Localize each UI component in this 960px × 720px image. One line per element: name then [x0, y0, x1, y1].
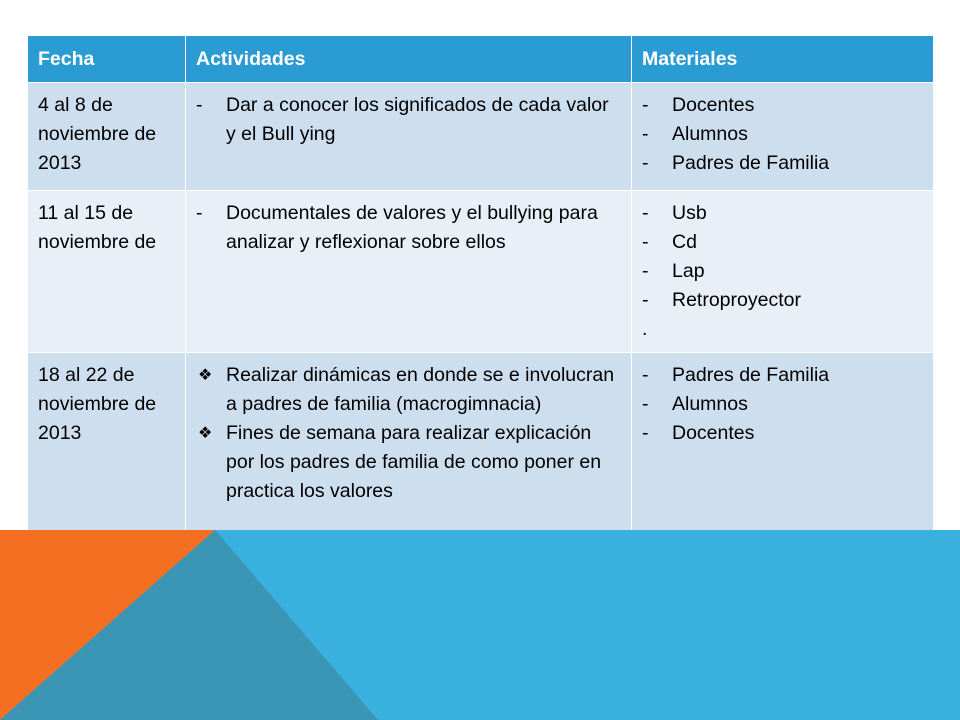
table-header-row [28, 36, 934, 83]
cell-actividades [186, 83, 632, 191]
list-item [196, 419, 621, 506]
list-item [642, 419, 923, 448]
cell-materiales [632, 353, 934, 534]
list-item [196, 91, 621, 149]
list-item [642, 149, 923, 178]
diamond-bullet-icon: ❖ [198, 367, 213, 384]
cell-materiales [632, 191, 934, 353]
activities-list [196, 91, 621, 149]
cell-fecha: 11 al 15 de noviembre de [28, 191, 186, 353]
dash-bullet: - [642, 289, 649, 311]
activity-text: Dar a conocer los significados de cada valor y el Bull ying [226, 94, 609, 145]
activities-list [196, 199, 621, 257]
dash-bullet: - [642, 202, 649, 224]
table-row [28, 191, 934, 353]
dash-bullet: - [642, 231, 649, 253]
dash-bullet: - [196, 94, 203, 116]
decorative-bottom-band [0, 530, 960, 720]
trailing-dot: . [642, 318, 648, 340]
list-item [196, 361, 621, 419]
list-item [642, 228, 923, 257]
activities-table [27, 35, 934, 534]
dash-bullet: - [642, 123, 649, 145]
list-item [642, 120, 923, 149]
material-text: Cd [672, 231, 697, 253]
materials-list [642, 91, 923, 178]
dash-bullet: - [196, 202, 203, 224]
activities-list [196, 361, 621, 506]
dash-bullet: - [642, 152, 649, 174]
cell-actividades [186, 353, 632, 534]
table-row [28, 83, 934, 191]
material-text: Docentes [672, 422, 755, 444]
dash-bullet: - [642, 422, 649, 444]
table-row [28, 353, 934, 534]
materials-list [642, 199, 923, 344]
material-text: Padres de Familia [672, 364, 830, 386]
material-text: Retroproyector [672, 289, 801, 311]
list-item [642, 390, 923, 419]
list-item [642, 257, 923, 286]
list-item [642, 199, 923, 228]
material-text: Lap [672, 260, 705, 282]
diamond-bullet-icon: ❖ [198, 425, 213, 442]
dash-bullet: - [642, 94, 649, 116]
material-text: Alumnos [672, 123, 748, 145]
list-item [642, 286, 923, 315]
cell-fecha: 4 al 8 de noviembre de 2013 [28, 83, 186, 191]
dash-bullet: - [642, 393, 649, 415]
list-item [642, 91, 923, 120]
material-text: Docentes [672, 94, 755, 116]
cell-actividades [186, 191, 632, 353]
material-text: Usb [672, 202, 707, 224]
list-item [642, 361, 923, 390]
decorative-shapes [0, 530, 960, 720]
dash-bullet: - [642, 260, 649, 282]
cell-fecha: 18 al 22 de noviembre de 2013 [28, 353, 186, 534]
list-item [196, 199, 621, 257]
cell-materiales [632, 83, 934, 191]
material-text: Padres de Familia [672, 152, 830, 174]
activity-text: Realizar dinámicas en donde se e involucran a padres de familia (macrogimnacia) [226, 364, 615, 415]
materials-list [642, 361, 923, 448]
activity-text: Fines de semana para realizar explicación por los padres de familia de como poner en practica los valores [226, 422, 602, 502]
header-fecha: Fecha [28, 36, 186, 83]
activity-text: Documentales de valores y el bullying para analizar y reflexionar sobre ellos [226, 202, 598, 253]
list-item-trailing [642, 315, 923, 344]
dash-bullet: - [642, 364, 649, 386]
material-text: Alumnos [672, 393, 748, 415]
header-actividades: Actividades [186, 36, 632, 83]
header-materiales: Materiales [632, 36, 934, 83]
